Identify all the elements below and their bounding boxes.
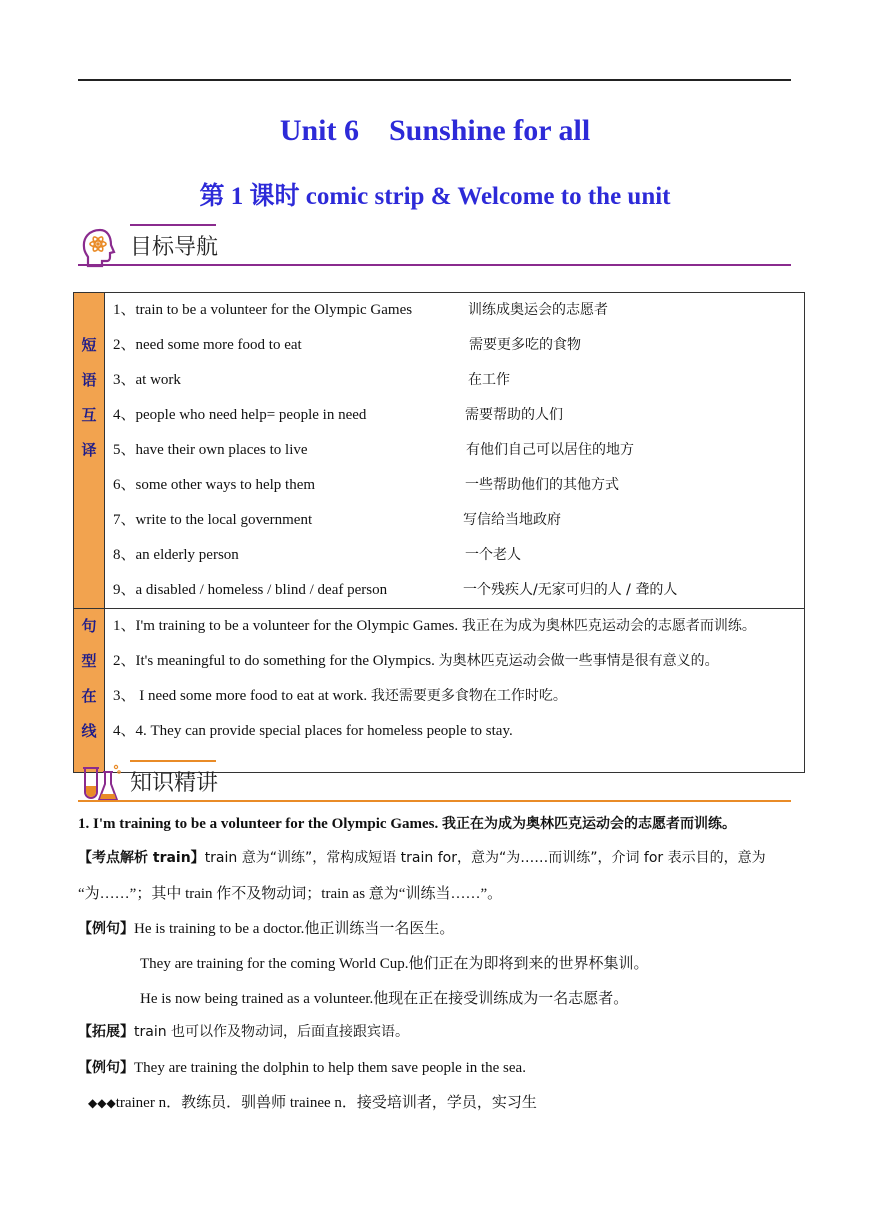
section-header-knowledge [78, 760, 791, 804]
sentence-list [105, 609, 805, 773]
example-line: He is now being trained as a volunteer.他现在正在接受训练成为一名志愿者。 [140, 991, 629, 1007]
example-tag: 【例句】 [78, 1060, 134, 1076]
phrase-zh: 写信给当地政府 [463, 512, 561, 528]
point-title-zh: 我正在为成为奥林匹克运动会的志愿者而训练。 [442, 816, 736, 832]
side-char: 短 [81, 336, 97, 354]
side-char: 线 [81, 722, 97, 740]
top-rule [78, 79, 791, 81]
phrase-zh: 需要更多吃的食物 [469, 337, 581, 353]
sentence-row [105, 644, 804, 679]
phrase-zh: 一个残疾人/无家可归的人 / 聋的人 [463, 582, 678, 598]
point-title-en: 1. I'm training to be a volunteer for the Olympic Games. [78, 816, 439, 832]
phrase-list [105, 293, 805, 609]
phrase-zh: 一些帮助他们的其他方式 [465, 477, 619, 493]
point-title [78, 813, 798, 833]
extend-text: train 也可以作及物动词，后面直接跟宾语。 [134, 1024, 410, 1040]
vocab-line [88, 1091, 808, 1112]
extend-line [78, 1021, 798, 1041]
phrase-en: 7、write to the local government [113, 512, 313, 528]
side-char: 互 [81, 406, 97, 424]
page-title: Unit 6 Sunshine for all [279, 114, 591, 147]
page-subtitle: 第 1 课时 comic strip & Welcome to the unit [199, 183, 671, 210]
example-text: He is training to be a doctor.他正训练当一名医生。 [134, 921, 455, 937]
phrase-row [105, 573, 804, 608]
sentence-en: 2、It's meaningful to do something for the Olympics. [113, 653, 435, 669]
phrase-row [105, 538, 804, 573]
phrase-row [105, 363, 804, 398]
phrase-row [105, 293, 804, 328]
phrase-block [74, 293, 805, 609]
vocab-table [73, 292, 805, 773]
phrase-en: 8、an elderly person [113, 547, 239, 563]
phrase-en: 3、at work [113, 372, 181, 388]
sentence-row [105, 609, 804, 644]
extend-tag: 【拓展】 [78, 1024, 134, 1040]
example-tag: 【例句】 [78, 921, 134, 937]
phrase-row [105, 433, 804, 468]
section-label: 知识精讲 [130, 771, 219, 796]
example-line [78, 1057, 798, 1077]
sentence-en: 4、4. They can provide special places for homeless people to stay. [113, 723, 513, 739]
phrase-en: 2、need some more food to eat [113, 337, 302, 353]
side-char: 型 [81, 652, 97, 670]
sentence-en: 3、 I need some more food to eat at work. [113, 688, 368, 704]
sentence-zh: 我正在为成为奥林匹克运动会的志愿者而训练。 [461, 618, 756, 634]
example-line [78, 917, 798, 938]
side-char: 在 [81, 687, 97, 705]
sentence-side-label [74, 609, 105, 773]
section-top-rule [130, 760, 216, 762]
section-label: 目标导航 [130, 235, 219, 260]
analysis-line-2: “为……”；其中 train 作不及物动词；train as 意为“训练当……”。 [78, 886, 503, 902]
phrase-en: 6、some other ways to help them [113, 477, 316, 493]
phrase-row [105, 468, 804, 503]
phrase-zh: 在工作 [468, 372, 510, 388]
phrase-zh: 一个老人 [465, 547, 521, 563]
phrase-en: 4、people who need help= people in need [113, 407, 367, 423]
sentence-block [74, 609, 805, 773]
vocab-text: trainer n．教练员．驯兽师 trainee n．接受培训者，学员，实习生 [115, 1095, 537, 1111]
sentence-en: 1、I'm training to be a volunteer for the Olympic Games. [113, 618, 459, 634]
side-char: 句 [81, 617, 97, 635]
phrase-row [105, 328, 804, 363]
side-char: 语 [81, 371, 97, 389]
phrase-en: 1、train to be a volunteer for the Olympic Games [113, 302, 413, 318]
section-bottom-rule [78, 264, 791, 266]
phrase-en: 9、a disabled / homeless / blind / deaf person [113, 582, 388, 598]
sentence-zh: 我还需要更多食物在工作时吃。 [370, 688, 567, 704]
example-text: They are training the dolphin to help them save people in the sea. [134, 1060, 526, 1076]
sentence-zh: 为奥林匹克运动会做一些事情是很有意义的。 [438, 653, 719, 669]
section-bottom-rule [78, 800, 791, 802]
sentence-row [105, 679, 804, 714]
phrase-zh: 训练成奥运会的志愿者 [468, 302, 608, 318]
phrase-zh: 有他们自己可以居住的地方 [466, 442, 634, 458]
phrase-row [105, 503, 804, 538]
phrase-row [105, 398, 804, 433]
analysis-tag: 【考点解析 train】 [78, 850, 205, 866]
section-header-goals [78, 224, 791, 268]
phrase-side-label [74, 293, 105, 609]
diamond-bullets: ◆◆◆ [88, 1096, 116, 1110]
phrase-zh: 需要帮助的人们 [465, 407, 563, 423]
example-line: They are training for the coming World Cup.他们正在为即将到来的世界杯集训。 [140, 956, 649, 972]
analysis-line [78, 847, 798, 867]
section-top-rule [130, 224, 216, 226]
analysis-text: train 意为“训练”，常构成短语 train for，意为“为……而训练”，介词 for 表示目的，意为 [204, 850, 766, 866]
phrase-en: 5、have their own places to live [113, 442, 308, 458]
side-char: 译 [81, 441, 97, 459]
